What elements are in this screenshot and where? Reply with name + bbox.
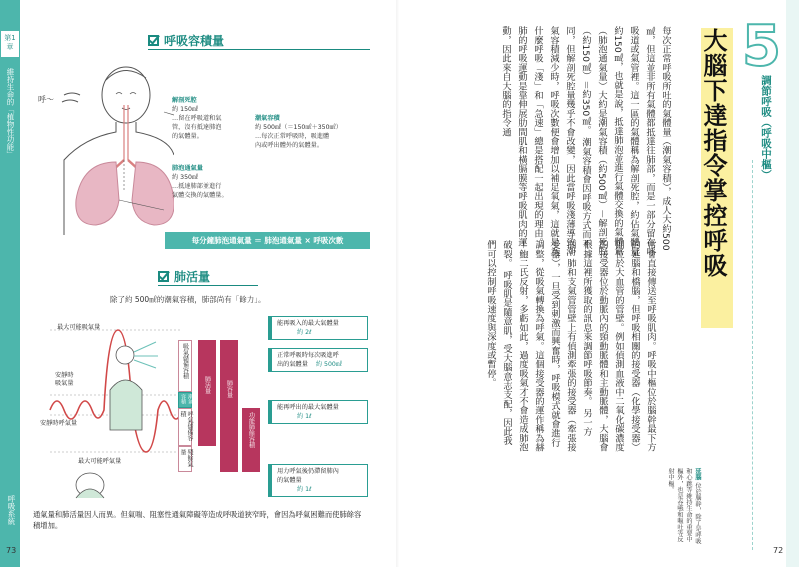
bar-frc: 功能肺餘容積 <box>242 408 260 472</box>
tidal-line2: …每次正常呼吸時，吸進體 <box>255 133 330 140</box>
tidal-title: 潮氣容積 <box>255 115 280 122</box>
bar-expiratory-reserve: 呼氣儲備容積 <box>178 408 192 446</box>
box-expiratory: 能再呼出的最大氣體量 約 1ℓ <box>268 400 368 424</box>
page-number-right: 72 <box>773 546 784 555</box>
chapter-tab-head: 第1章 <box>0 30 20 58</box>
chapter-tab-foot: 呼吸系統 <box>7 495 16 525</box>
box-tidal: 正常呼吸時每次吸進呼 出的氣體量 約 500㎖ <box>268 348 368 372</box>
checkbox-icon <box>158 271 169 282</box>
page-title: 大腦下達指令掌控呼吸 <box>699 28 727 278</box>
box-residual: 用力呼氣後仍滯留肺內 的氣體量 約 1ℓ <box>268 464 368 497</box>
ventilation-formula: 每分鐘肺泡通氣量 ＝ 肺泡通氣量 × 呼吸次數 <box>165 232 370 249</box>
tidal-line1: 約 500㎖（＝150㎖＋350㎖） <box>255 124 342 131</box>
label-calm-inspiration: 吸氣量 <box>55 380 74 387</box>
tip-box <box>666 468 702 548</box>
svg-text:呼～: 呼～ <box>38 95 54 104</box>
page-number-left: 73 <box>6 546 17 555</box>
dotted-rule <box>752 160 779 550</box>
alveolar-note <box>172 164 240 200</box>
paragraph-2: 潮氣容積會因呼吸方式而不同，但解剖死腔量幾乎不會改變，因此當呼吸淺薄導致潮氣容積減少時，呼吸次數便會增加以補足氧氣，這就是為什麼呼吸「淺」和「急速」總是搭配一起出現的理由。 <box>532 26 591 256</box>
section-rule <box>158 285 258 286</box>
dead-space-note <box>172 96 240 141</box>
bar-residual: 殘餘氣量 <box>178 446 192 472</box>
paragraph-5: 另一方面，肺和支氣管管壁上有偵測牽張的接受器（牽張接受器），一旦受到刺激而興奮時，呼吸模式就會進行調整，從吸氣轉換為呼氣。這個接受器的運作稱為赫－鮑二氏反射，多虧如此，過度吸氣才不會造成肺泡破裂。 <box>501 240 592 452</box>
body-column-top <box>428 26 673 258</box>
label-calm: 安靜時 <box>55 372 74 379</box>
paragraph-3: 肺的呼吸運動是靠伸展肋間肌和橫膈膜等呼吸肌肉的運動，因此來自大腦的指令通 <box>500 26 527 247</box>
dead-space-line4: 的氣體量。 <box>172 133 203 140</box>
paragraph-6: 呼吸肌是隨意肌，受大腦意志支配，因此我們可以控制呼吸速度與深度或暫停。 <box>485 240 512 446</box>
alveolar-title: 肺泡通氣量 <box>172 165 203 172</box>
section-title-volume: 呼吸容積量 <box>164 34 225 48</box>
chapter-tab-title: 維持生命的「植物性功能」 <box>6 68 15 158</box>
tidal-line3: 內或呼出體外的氣體量。 <box>255 142 324 149</box>
bar-vital-capacity: 肺活量 <box>198 340 216 446</box>
capacity-intro: 除了約 500㎖的潮氣容積，肺部尚有「餘力」。 <box>110 295 266 304</box>
paragraph-1: 每次正常呼吸所吐的氣體量（潮氣容積），成人大約500㎖，但這並非所有氣體都抵達往肺部，而是一部分留在呼吸道或氣管裡。這一區的氣體稱為解剖死腔，約佔氣體量約150㎖，也就是說，抵達肺泡並進行氣體交換的氣體量（肺泡通氣量）大約是潮氣容積（約500㎖）－解剖死腔（約150㎖）＝約350㎖。 <box>580 26 671 256</box>
dead-space-line1: 約 150㎖ <box>172 106 199 113</box>
section-heading-volume <box>148 32 224 49</box>
tidal-note <box>255 114 373 150</box>
checkbox-icon <box>148 35 159 46</box>
tip-text: 位於腦幹，除了是呼吸和心跳等維持生命的重要中樞外，也是吞嚥和嘔吐等反射中樞。 <box>667 468 701 545</box>
tip-label: 延腦 <box>694 468 701 481</box>
breathing-illustration <box>24 50 174 235</box>
label-max-expiration: 最大可能呼氣量 <box>78 458 122 465</box>
section-rule <box>148 49 370 50</box>
box-inspiratory: 能再吸入的最大氣體量 約 2ℓ <box>268 316 368 340</box>
alveolar-line1: 約 350㎖ <box>172 174 199 181</box>
dead-space-title: 解剖死腔 <box>172 97 197 104</box>
left-page <box>0 0 399 567</box>
subhead: 調節呼吸（呼吸中樞） <box>760 75 772 180</box>
body-column-bottom <box>448 240 658 452</box>
right-edge-stripe <box>786 0 799 567</box>
label-max-inspiration: 最大可能吸氣量 <box>57 324 101 331</box>
section-heading-capacity <box>158 268 210 285</box>
alveolar-line2: …抵達肺部並進行 <box>172 183 222 190</box>
dead-space-line2: …留在呼吸道和氣 <box>172 115 222 122</box>
alveolar-line3: 氣體交換的氣體量。 <box>172 192 228 199</box>
footnote: 通氣量和肺活量因人而異。但氣喘、阻塞性通氣障礙等造成呼吸道狹窄時，會因為呼氣困難而使肺餘容積增加。 <box>33 510 362 530</box>
label-calm-expiration: 安靜時呼氣量 <box>40 420 78 427</box>
section-title-capacity: 肺活量 <box>174 270 211 284</box>
bar-inspiratory-reserve: 吸氣儲備容積 <box>178 340 192 392</box>
chapter-number: 5 <box>742 14 781 79</box>
paragraph-4: 常會直接傳送至呼吸肌肉。呼吸中樞位於腦幹最下方的延腦和橋腦，但呼吸相關的接受器（化學接受器）則位於大血管的管壁。例如偵測血液中二氧化碳濃度的接受器位於動脈內的頸動脈體和主動脈體，大腦會根據這裡所獲取的訊息來調節呼吸節奏。 <box>581 240 656 452</box>
dead-space-line3: 管，沒有抵達肺泡 <box>172 124 222 131</box>
bar-total-capacity: 肺容量 <box>220 340 238 472</box>
bar-tidal: 潮氣容積 <box>178 392 192 408</box>
